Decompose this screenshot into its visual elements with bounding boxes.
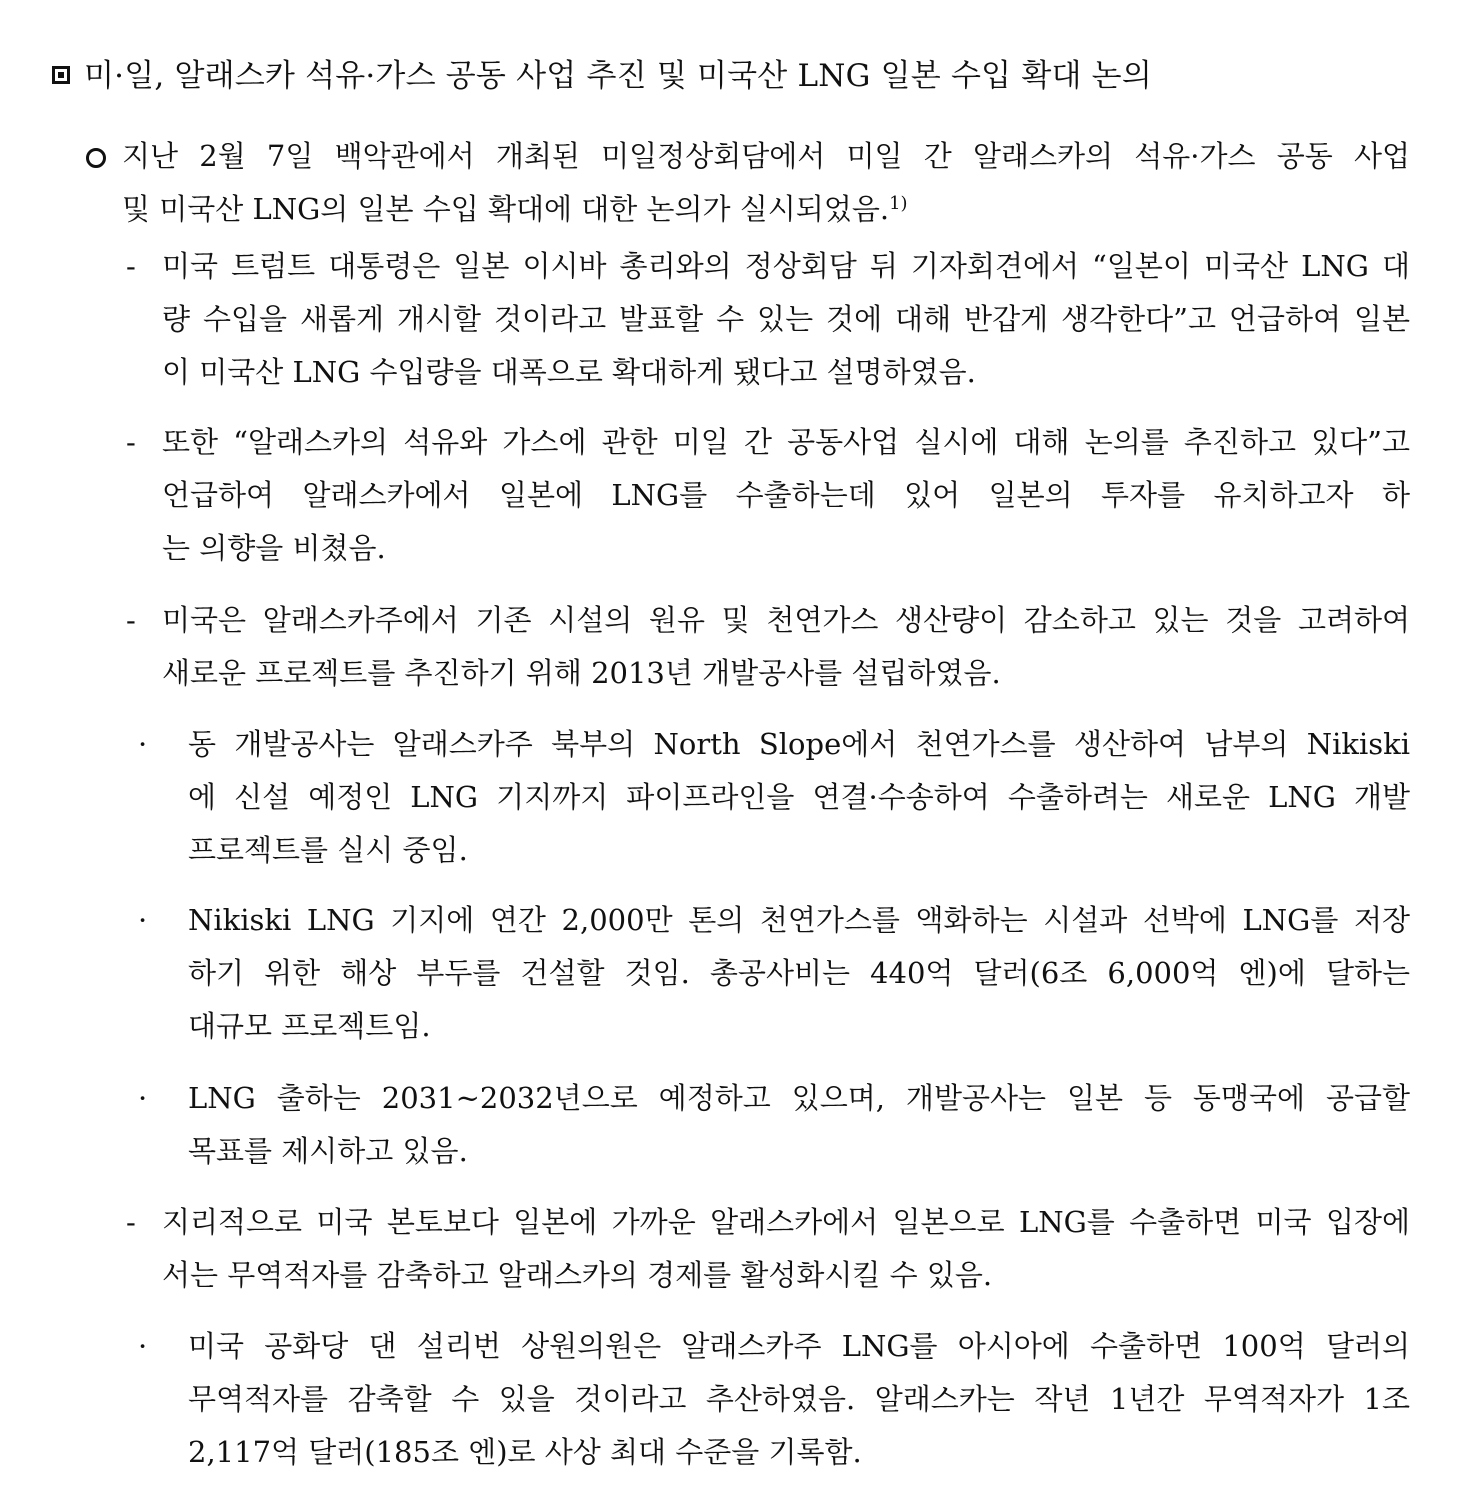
- paragraph-line: 대규모 프로젝트임.: [188, 1009, 431, 1043]
- paragraph-line: 언급하여 알래스카에서 일본에 LNG를 수출하는데 있어 일본의 투자를 유치하고자 하: [162, 478, 1410, 512]
- paragraph-line: 새로운 프로젝트를 추진하기 위해 2013년 개발공사를 설립하였음.: [162, 656, 1001, 690]
- heading-text: 미·일, 알래스카 석유·가스 공동 사업 추진 및 미국산 LNG 일본 수입 확대 논의: [84, 58, 1152, 94]
- sub-point-paragraph: [162, 416, 1410, 575]
- paragraph-line: 무역적자를 감축할 수 있을 것이라고 추산하였음. 알래스카는 작년 1년간 무역적자가 1조: [188, 1382, 1410, 1416]
- paragraph-line: Nikiski LNG 기지에 연간 2,000만 톤의 천연가스를 액화하는 시설과 선박에 LNG를 저장: [188, 903, 1410, 937]
- dot-bullet: ·: [138, 903, 148, 937]
- paragraph-line: 미국 공화당 댄 설리번 상원의원은 알래스카주 LNG를 아시아에 수출하면 100억 달러의: [188, 1329, 1410, 1363]
- paragraph-line: 및 미국산 LNG의 일본 수입 확대에 대한 논의가 실시되었음.: [122, 192, 890, 226]
- paragraph-line: 프로젝트를 실시 중임.: [188, 833, 468, 867]
- paragraph-line: 량 수입을 새롭게 개시할 것이라고 발표할 수 있는 것에 대해 반갑게 생각한다”고 언급하여 일본: [162, 302, 1410, 336]
- paragraph-line: 지난 2월 7일 백악관에서 개최된 미일정상회담에서 미일 간 알래스카의 석유·가스 공동 사업: [122, 139, 1410, 173]
- paragraph-line: 목표를 제시하고 있음.: [188, 1134, 468, 1168]
- detail-paragraph: [188, 894, 1410, 1053]
- paragraph-line: 미국 트럼트 대통령은 일본 이시바 총리와의 정상회담 뒤 기자회견에서 “일본이 미국산 LNG 대: [162, 249, 1410, 283]
- paragraph-line: 는 의향을 비쳤음.: [162, 531, 386, 565]
- dot-bullet: ·: [138, 727, 148, 761]
- paragraph-line: 하기 위한 해상 부두를 건설할 것임. 총공사비는 440억 달러(6조 6,000억 엔)에 달하는: [188, 956, 1410, 990]
- paragraph-line: LNG 출하는 2031~2032년으로 예정하고 있으며, 개발공사는 일본 등 동맹국에 공급할: [188, 1081, 1410, 1115]
- square-bullet-icon: [52, 66, 70, 84]
- section-heading: [52, 52, 1432, 100]
- main-point-paragraph: [122, 130, 1410, 236]
- dash-bullet: -: [126, 603, 136, 637]
- dash-bullet: -: [126, 249, 136, 283]
- paragraph-line: 지리적으로 미국 본토보다 일본에 가까운 알래스카에서 일본으로 LNG를 수출하면 미국 입장에: [162, 1205, 1410, 1239]
- paragraph-line: 미국은 알래스카주에서 기존 시설의 원유 및 천연가스 생산량이 감소하고 있는 것을 고려하여: [162, 603, 1410, 637]
- paragraph-line: 2,117억 달러(185조 엔)로 사상 최대 수준을 기록함.: [188, 1435, 862, 1469]
- paragraph-line: 서는 무역적자를 감축하고 알래스카의 경제를 활성화시킬 수 있음.: [162, 1258, 993, 1292]
- detail-paragraph: [188, 1320, 1410, 1479]
- sub-point-paragraph: [162, 240, 1410, 399]
- detail-paragraph: [188, 1072, 1410, 1178]
- dash-bullet: -: [126, 1205, 136, 1239]
- paragraph-line: 또한 “알래스카의 석유와 가스에 관한 미일 간 공동사업 실시에 대해 논의를 추진하고 있다”고: [162, 425, 1410, 459]
- paragraph-line: 에 신설 예정인 LNG 기지까지 파이프라인을 연결·수송하여 수출하려는 새로운 LNG 개발: [188, 780, 1410, 814]
- paragraph-line: 동 개발공사는 알래스카주 북부의 North Slope에서 천연가스를 생산하여 남부의 Nikiski: [188, 727, 1410, 761]
- dot-bullet: ·: [138, 1329, 148, 1363]
- sub-point-paragraph: [162, 1196, 1410, 1302]
- footnote-marker: 1): [889, 193, 908, 214]
- paragraph-line: 이 미국산 LNG 수입량을 대폭으로 확대하게 됐다고 설명하였음.: [162, 355, 976, 389]
- paragraph-line-wrap: [122, 183, 1410, 236]
- circle-bullet-icon: [86, 148, 106, 168]
- dot-bullet: ·: [138, 1081, 148, 1115]
- sub-point-paragraph: [162, 594, 1410, 700]
- detail-paragraph: [188, 718, 1410, 877]
- dash-bullet: -: [126, 425, 136, 459]
